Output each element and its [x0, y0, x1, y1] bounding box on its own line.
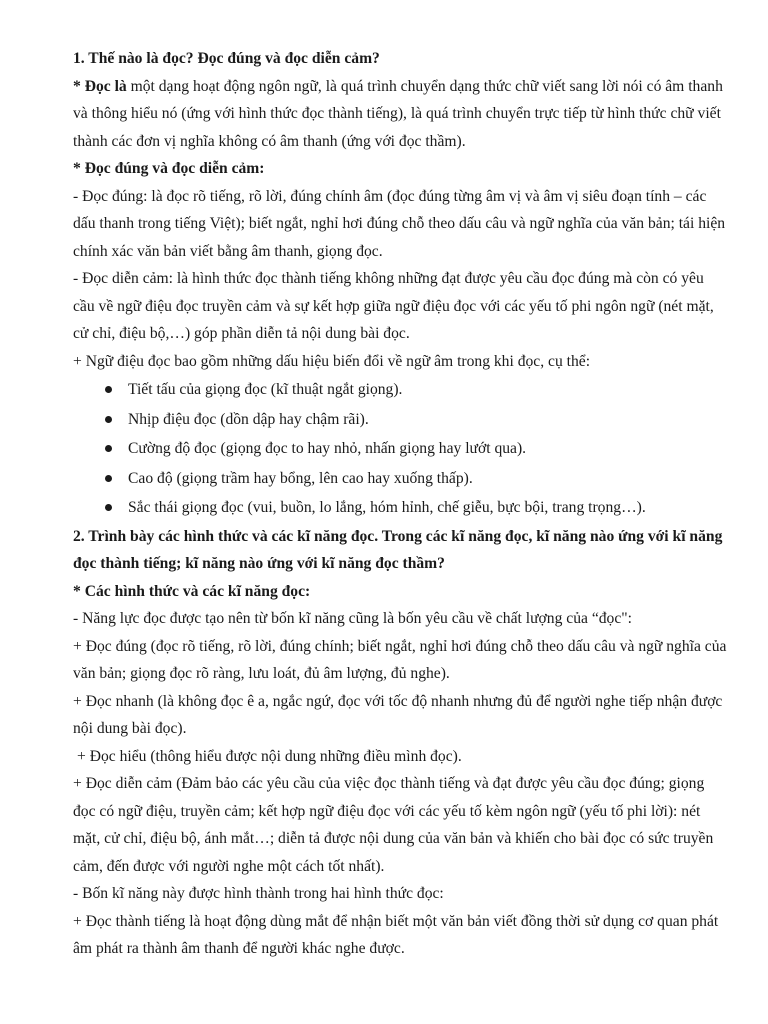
q2-subheading: * Các hình thức và các kĩ năng đọc: — [73, 582, 311, 600]
q1-doc-dung: - Đọc đúng: là đọc rõ tiếng, rõ lời, đúng chính âm (đọc đúng từng âm vị và âm vị siêu đoạn tính – các dấu thanh trong tiếng Việt); biết ngắt, nghỉ hơi đúng chỗ theo dấu câu và ngữ nghĩa của văn bản; tái hiện chính xác văn bản viết bằng âm thanh, giọng đọc. — [73, 187, 726, 260]
q1-heading: 1. Thế nào là đọc? Đọc đúng và đọc diễn cảm? — [73, 50, 380, 67]
q2-paragraph-5: + Đọc diễn cảm (Đảm bảo các yêu cầu của việc đọc thành tiếng và đạt được yêu cầu đọc đúng; giọng đọc có ngữ điệu, truyền cảm; kết hợp ngữ điệu đọc với các yếu tố kèm ngôn ngữ (yếu tố phi lời): nét mặt, cử chỉ, điệu bộ, ánh mắt…; diễn tả được nội dung của văn bản và khiến cho bài đọc có sức truyền cảm, đến được với người nghe một cách tốt nhất). — [73, 775, 714, 875]
q1-bullet-list — [73, 375, 728, 523]
q2-paragraph-3: + Đọc nhanh (là không đọc ê a, ngắc ngứ, đọc với tốc độ nhanh nhưng đủ để người nghe tiếp nhận được nội dung bài đọc). — [73, 692, 723, 737]
q2-heading: 2. Trình bày các hình thức và các kĩ năng đọc. Trong các kĩ năng đọc, kĩ năng nào ứng với kĩ năng đọc thành tiếng; kĩ năng nào ứng với kĩ năng đọc thầm? — [73, 527, 723, 572]
q1-subheading: * Đọc đúng và đọc diễn cảm: — [73, 160, 265, 177]
list-item: Sắc thái giọng đọc (vui, buồn, lo lắng, hóm hỉnh, chế giễu, bực bội, trang trọng…). — [73, 493, 728, 523]
q1-definition-label: * Đọc là — [73, 77, 127, 95]
q1-doc-dien-cam: - Đọc diễn cảm: là hình thức đọc thành tiếng không những đạt được yêu cầu đọc đúng mà còn có yêu cầu về ngữ điệu đọc truyền cảm và sự kết hợp giữa ngữ điệu đọc với các yếu tố phi ngôn ngữ (nét mặt, cử chỉ, điệu bộ,…) góp phần diễn tả nội dung bài đọc. — [73, 270, 714, 342]
list-item: Cường độ đọc (giọng đọc to hay nhỏ, nhấn giọng hay lướt qua). — [73, 434, 728, 464]
list-item: Nhịp điệu đọc (dồn dập hay chậm rãi). — [73, 405, 728, 435]
q1-definition — [73, 73, 728, 156]
q2-paragraph-6: - Bốn kĩ năng này được hình thành trong hai hình thức đọc: — [73, 885, 444, 902]
list-item: Tiết tấu của giọng đọc (kĩ thuật ngắt giọng). — [73, 375, 728, 405]
q2-paragraph-7: + Đọc thành tiếng là hoạt động dùng mắt để nhận biết một văn bản viết đồng thời sử dụng cơ quan phát âm phát ra thành âm thanh để người khác nghe được. — [73, 912, 719, 957]
list-item: Cao độ (giọng trầm hay bổng, lên cao hay xuống thấp). — [73, 464, 728, 494]
q2-paragraph-1: - Năng lực đọc được tạo nên từ bốn kĩ năng cũng là bốn yêu cầu về chất lượng của “đọc": — [73, 610, 632, 627]
q1-ngu-dieu: + Ngữ điệu đọc bao gồm những dấu hiệu biến đổi về ngữ âm trong khi đọc, cụ thể: — [73, 352, 591, 370]
q1-definition-text: một dạng hoạt động ngôn ngữ, là quá trình chuyển dạng thức chữ viết sang lời nói có âm thanh và thông hiểu nó (ứng với hình thức đọc thành tiếng), là quá trình chuyển trực tiếp từ hình thức chữ viết thành các đơn vị nghĩa không có âm thanh (ứng với đọc thầm). — [73, 77, 723, 150]
q2-paragraph-2: + Đọc đúng (đọc rõ tiếng, rõ lời, đúng chính; biết ngắt, nghỉ hơi đúng chỗ theo dấu câu và ngữ nghĩa của văn bản; giọng đọc rõ ràng, lưu loát, đủ âm lượng, đủ nghe). — [73, 637, 727, 682]
q2-paragraph-4: + Đọc hiểu (thông hiểu được nội dung những điều mình đọc). — [77, 747, 462, 765]
